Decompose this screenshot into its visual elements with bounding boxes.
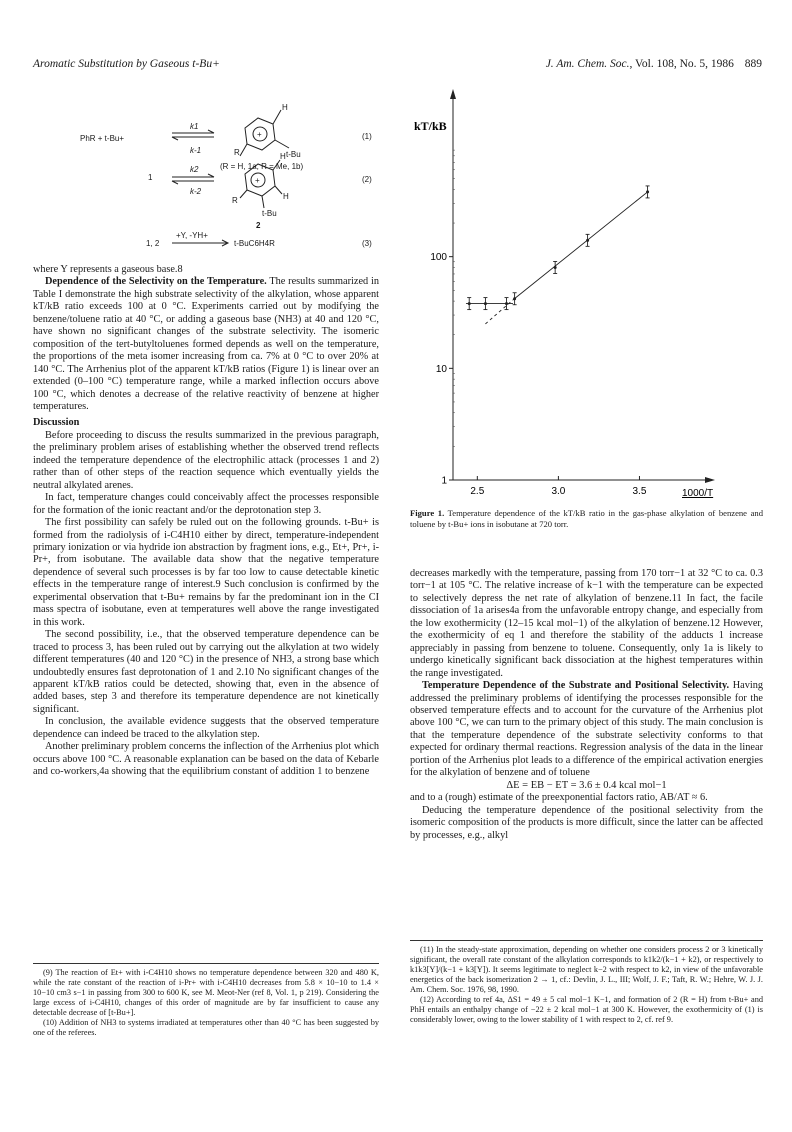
paragraph-text: Having addressed the preliminary problems of identifying the processes responsible for the observed temperature effects and to account for the curvature of the Arrhenius plot above 100 °C, we can turn to the primary object of this study. The main conclusion is that the temperature dependence of the substrate selectivity conforms to that expected for ordinary thermal reactions. Regression analysis of the data in the linear portion of the Arrhenius plot leads to a difference of the empirical activation energies for the alkylation of benzene and of toluene xyxy=(410,680,764,779)
scheme-line1-lhs: PhR + t-Bu+ xyxy=(80,134,125,143)
x-axis-arrow xyxy=(705,477,715,483)
scheme-line2-lhs: 1 xyxy=(148,173,153,182)
data-point xyxy=(513,297,516,300)
data-point xyxy=(554,266,557,269)
paragraph: Before proceeding to discuss the results summarized in the previous paragraph, the preliminary problem arises of establishing whether the observed trend reflects indeed the temperature dependence of the electrophilic attack (processes 1 and 2) rather than of other steps of the reaction sequence which eventually yields the neutral alkylated arenes. xyxy=(33,429,379,491)
data-point xyxy=(484,302,487,305)
svg-text:+: + xyxy=(257,130,262,139)
km1-label: k-1 xyxy=(190,146,202,155)
running-header-title: Aromatic Substitution by Gaseous t-Bu+ xyxy=(33,58,220,70)
scheme-line3-lhs: 1, 2 xyxy=(146,239,160,248)
scheme-line3-rhs: t-BuC6H4R xyxy=(234,239,275,248)
sub-h-1: H xyxy=(282,103,288,112)
eq1-number: (1) xyxy=(362,132,372,141)
activation-energy-equation: ΔE = EB − ET = 3.6 ± 0.4 kcal mol−1 xyxy=(506,779,667,791)
data-point xyxy=(586,239,589,242)
sub-tbu-2: t-Bu xyxy=(262,209,277,218)
compound-1-label: (R = H, 1a, R = Me, 1b) xyxy=(220,162,304,171)
paragraph-text: The results summarized in Table I demonstrate the high substrate selectivity of the alkylation, whose apparent kT/kB ratio exceeds 100 at 0 °C. Experiments carried out by modifying the benzene/toluene ratio at 40 °C, or adding a gaseous base (NH3) at 40 and 120 °C, have shown no significant changes of the substrate selectivity. The isomeric composition of the tert-butyltoluenes formed depends as well on the temperature, the proportions of the meta isomer increasing from ca. 7% at 0 °C to over 20% at 140 °C. The Arrhenius plot of the apparent kT/kB ratios (Figure 1) is linear over an extended (0–100 °C) temperature range, while a marked inflection occurs above 100 °C, which denotes a decrease of the relative reactivity of benzene at higher temperatures. xyxy=(33,276,379,412)
left-column xyxy=(33,264,379,779)
volume-issue: Vol. 108, No. 5, 1986 xyxy=(635,58,734,70)
eq3-number: (3) xyxy=(362,239,372,248)
line3-arrow-label: +Y, -YH+ xyxy=(176,231,208,240)
compound-2-label: 2 xyxy=(256,221,261,230)
k2-label: k2 xyxy=(190,165,199,174)
footnote-10: (10) Addition of NH3 to systems irradiated at temperatures other than 40 °C has been suggested by one of the referees. xyxy=(33,1018,379,1037)
footnotes-right xyxy=(410,940,763,1025)
y-axis-arrow xyxy=(450,89,456,99)
k1-label: k1 xyxy=(190,122,199,131)
run-in-heading: Dependence of the Selectivity on the Temperature. xyxy=(45,276,267,288)
y-axis-label: kT/kB xyxy=(414,119,447,133)
page-number: 889 xyxy=(744,58,762,70)
figure-1-chart xyxy=(400,75,790,505)
figure-caption-text: Temperature dependence of the kT/kB ratio in the gas-phase alkylation of benzene and toluene by t-Bu+ ions in isobutane at 720 torr. xyxy=(410,508,763,529)
svg-text:+: + xyxy=(255,176,260,185)
paragraph: The second possibility, i.e., that the observed temperature dependence can be traced to process 3, has been ruled out by carrying out the alkylation at two widely different temperatures (40 and 120 °C) in the presence of NH3, a strong base which undoubtedly ensures fast deprotonation of 1 and 2.10 No significant changes of the apparent kT/kB ratios could be detected, showing that, even in the absence of added bases, step 3 and therefore its temperature dependence are not kinetically significant. xyxy=(33,629,379,715)
paragraph: In conclusion, the available evidence suggests that the observed temperature dependence can indeed be traced to the alkylation step. xyxy=(33,716,379,740)
paragraph: Deducing the temperature dependence of the positional selectivity from the isomeric composition of the products is more difficult, since the latter can be affected by processes, e.g., alkyl xyxy=(410,804,763,841)
sub-tbu-1: t-Bu xyxy=(286,150,301,159)
x-tick-label: 3.5 xyxy=(632,486,647,497)
footnotes-left xyxy=(33,963,379,1038)
y-tick-label: 1 xyxy=(441,475,447,487)
sub-h-2b: H xyxy=(283,192,289,201)
paragraph: In fact, temperature changes could conceivably affect the processes responsible for the formation of the ionic reactant and/or the deprotonation step 3. xyxy=(33,492,379,516)
sub-r-2: R xyxy=(232,196,238,205)
km2-label: k-2 xyxy=(190,187,202,196)
y-tick-label: 100 xyxy=(430,252,447,264)
x-axis-label: 1000/T xyxy=(682,488,714,499)
reaction-scheme xyxy=(0,0,400,260)
footnote-12: (12) According to ref 4a, ΔS1 = 49 ± 5 cal mol−1 K−1, and formation of 2 (R = H) from t-Bu+ and PhH entails an enthalpy change of −22 ± 2 kcal mol−1 at 300 K. However, the exothermicity of (1) is considerably lower, owing to the lower stability of 1 with respect to 2, cf. ref 9. xyxy=(410,995,763,1024)
figure-label: Figure 1. xyxy=(410,508,445,518)
footnote-9: (9) The reaction of Et+ with i-C4H10 shows no temperature dependence between 320 and 480 K, while the rate constant of the reaction of i-Pr+ with i-C4H10 decreases from 5.8 × 10−10 to 1.4 × 10−10 cm3 s−1 in passing from 300 to 600 K, see M. Meot-Ner (ref 8, Vol. 1, p 219). Considering the large excess of i-C4H10, changes of this order of magnitude are by far insufficient to cause any detectable decrease of [t-Bu+]. xyxy=(33,968,379,1017)
regression-line xyxy=(513,192,648,300)
section-heading: Discussion xyxy=(33,417,80,429)
right-column xyxy=(410,568,763,842)
x-tick-label: 3.0 xyxy=(551,486,566,497)
paragraph: The first possibility can safely be ruled out on the following grounds. t-Bu+ is formed from the radiolysis of i-C4H10 either by direct, temperature-independent primary ionization or via hydride ion abstraction by fragment ions, e.g., Et+, Pr+, i-Pr+, from isobutane. The available data show that the negative temperature dependence of several such processes is by far too low to cause detectable kinetic effects in the temperature range of interest.9 Such conclusion is confirmed by the experimental observation that t-Bu+ remains by far the predominant ion in the CI mass spectra of isobutane, even at temperatures well above the range investigated in this work. xyxy=(33,517,379,628)
eq2-number: (2) xyxy=(362,175,372,184)
y-tick-label: 10 xyxy=(435,363,447,375)
sub-r-1: R xyxy=(234,148,240,157)
paragraph: Another preliminary problem concerns the inflection of the Arrhenius plot which occurs above 100 °C. A reasonable explanation can be based on the data of Kebarle and co-workers,4a showing that the equilibrium constant of addition 1 to benzene xyxy=(33,741,379,778)
x-tick-label: 2.5 xyxy=(470,486,485,497)
figure-caption xyxy=(410,508,763,529)
data-point xyxy=(646,190,649,193)
data-point xyxy=(505,302,508,305)
journal-name: J. Am. Chem. Soc., xyxy=(545,58,633,70)
data-point xyxy=(468,302,471,305)
paragraph: where Y represents a gaseous base.8 xyxy=(33,264,183,275)
paragraph xyxy=(410,680,763,780)
footnote-11: (11) In the steady-state approximation, depending on whether one considers process 2 or 3 kinetically significant, the overall rate constant of the alkylation corresponds to k1k2/(k−1 + k2), or respectively to k1k3[Y]/(k−1 + k3[Y]). It seems legitimate to neglect k−2 with respect to k2, in view of the unfavorable energetics of the back isomerization 2 → 1, cf.: Devlin, J. L., III; Wolf, J. F.; Taft, R. W.; Hehre, W. J. J. Am. Chem. Soc. 1976, 98, 1990. xyxy=(410,945,763,994)
sub-h-2a: H xyxy=(280,152,286,161)
run-in-heading: Temperature Dependence of the Substrate and Positional Selectivity. xyxy=(422,680,730,692)
paragraph: decreases markedly with the temperature, passing from 170 torr−1 at 32 °C to ca. 0.3 torr−1 at 105 °C. The relative increase of k−1 with the temperature can be expected to selectively depress the net rate of alkylation of benzene.11 In fact, the facile dissociation of 1a arises4a from the unfavorable entropy change, and especially from the low exothermicity (12–15 kcal mol−1) of the alkylation of benzene.12 However, the exothermicity of eq 1 and therefore the stability of the adducts 1 increase appreciably in passing from benzene to toluene. Consequently, only 1a is likely to undergo kinetically significant back dissociation at the highest temperatures within the range investigated. xyxy=(410,568,763,679)
paragraph xyxy=(33,276,379,413)
running-header-citation xyxy=(546,58,762,70)
scheme-drawing xyxy=(0,0,400,260)
paragraph: and to a (rough) estimate of the preexponential factors ratio, AB/AT ≈ 6. xyxy=(410,792,708,804)
